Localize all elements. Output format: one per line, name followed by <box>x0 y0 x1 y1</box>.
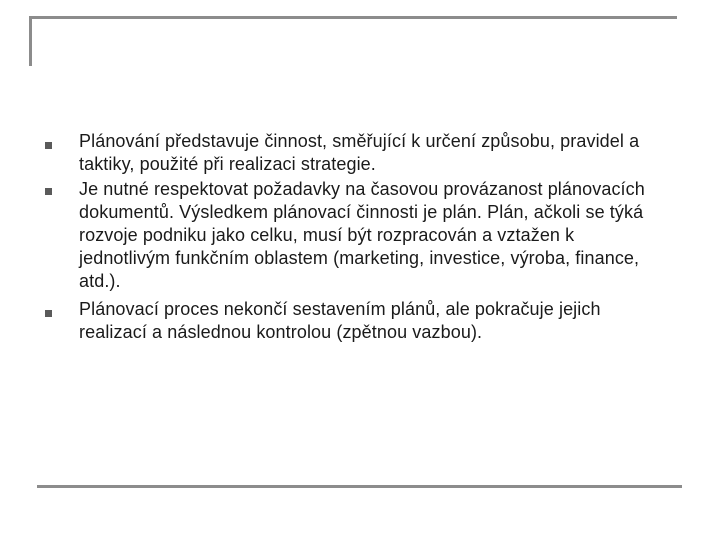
square-bullet-icon <box>45 142 52 149</box>
square-bullet-icon <box>45 188 52 195</box>
bullet-text: Plánování představuje činnost, směřující k určení způsobu, pravidel a taktiky, použité při realizaci strategie. <box>79 131 640 174</box>
bullet-text: Plánovací proces nekončí sestavením plánů, ale pokračuje jejich realizací a následnou kontrolou (zpětnou vazbou). <box>79 299 601 342</box>
bullet-text: Je nutné respektovat požadavky na časovou provázanost plánovacích dokumentů. Výsledkem plánovací činnosti je plán. Plán, ačkoli se týká rozvoje podniku jako celku, musí být rozpracován a vztažen k jednotlivým funkčním oblastem (marketing, investice, výroba, finance, atd.). <box>79 179 645 291</box>
frame-left-line <box>29 16 32 66</box>
frame-top-line <box>29 16 677 19</box>
frame-bottom-line <box>37 485 682 488</box>
square-bullet-icon <box>45 310 52 317</box>
